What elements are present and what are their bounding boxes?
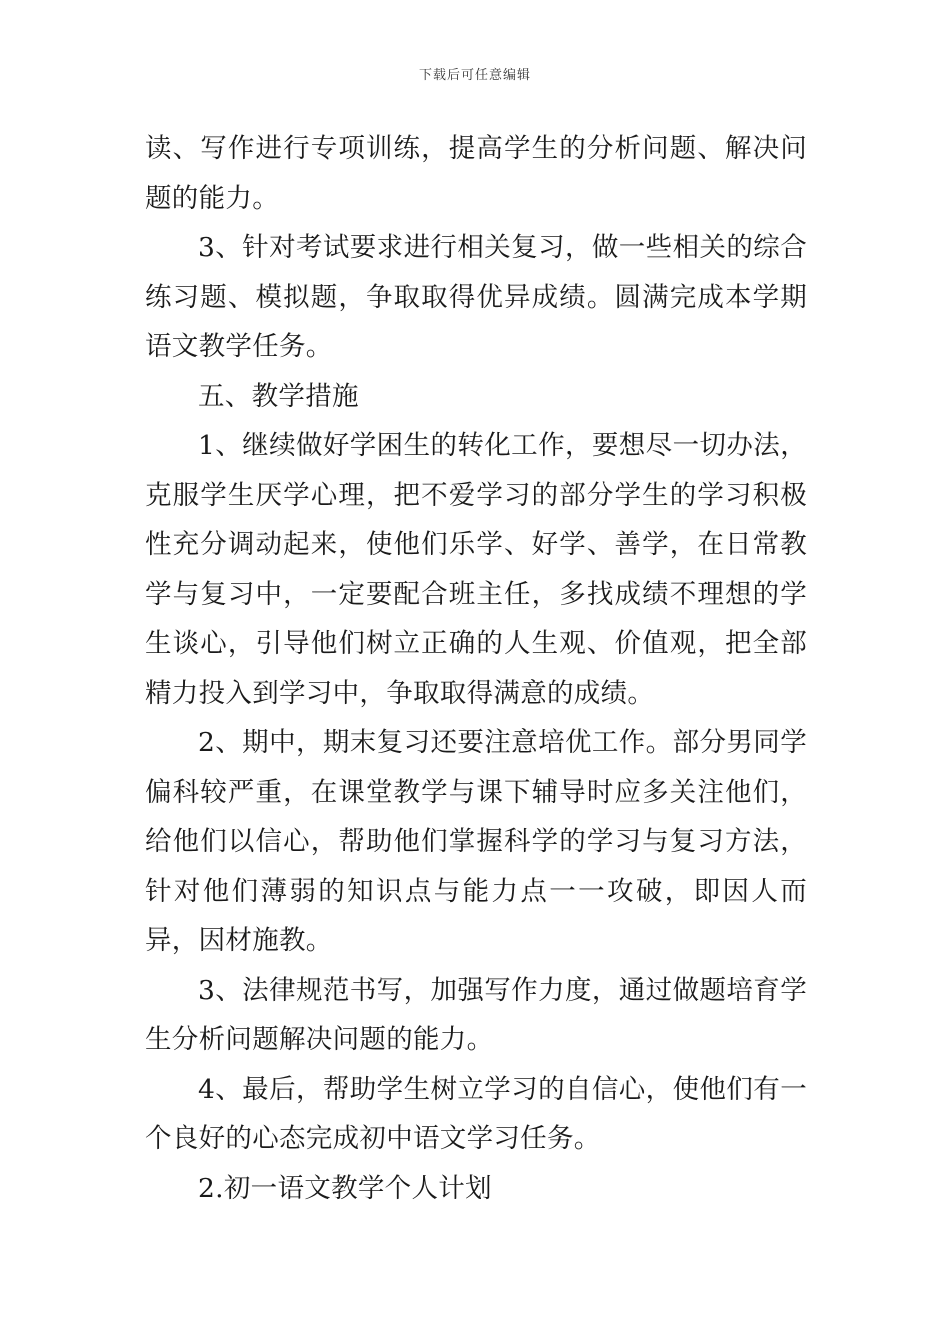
paragraph-measure-3: 3、法律规范书写，加强写作力度，通过做题培育学生分析问题解决问题的能力。	[145, 974, 807, 1055]
section-heading-plan: 2.初一语文教学个人计划	[198, 1172, 492, 1204]
page-header: 下载后可任意编辑	[418, 68, 531, 83]
paragraph-measure-4: 4、最后，帮助学生树立学习的自信心，使他们有一个良好的心态完成初中语文学习任务。	[145, 1073, 807, 1154]
paragraph-continuation: 读、写作进行专项训练，提高学生的分析问题、解决问题的能力。	[145, 133, 807, 214]
paragraph-measure-2: 2、期中，期末复习还要注意培优工作。部分男同学偏科较严重，在课堂教学与课下辅导时应多关注他们，给他们以信心，帮助他们掌握科学的学习与复习方法，针对他们薄弱的知识点与能力点一一攻破，即因人而异，因材施教。	[145, 727, 807, 956]
section-heading-teaching-measures: 五、教学措施	[198, 380, 359, 412]
paragraph-measure-1: 1、继续做好学困生的转化工作，要想尽一切办法，克服学生厌学心理，把不爱学习的部分学生的学习积极性充分调动起来，使他们乐学、好学、善学，在日常教学与复习中，一定要配合班主任，多找成绩不理想的学生谈心，引导他们树立正确的人生观、价值观，把全部精力投入到学习中，争取取得满意的成绩。	[145, 430, 807, 709]
paragraph-item-3-review: 3、针对考试要求进行相关复习，做一些相关的综合练习题、模拟题，争取取得优异成绩。圆满完成本学期语文教学任务。	[145, 232, 807, 362]
document-body	[145, 124, 807, 1213]
